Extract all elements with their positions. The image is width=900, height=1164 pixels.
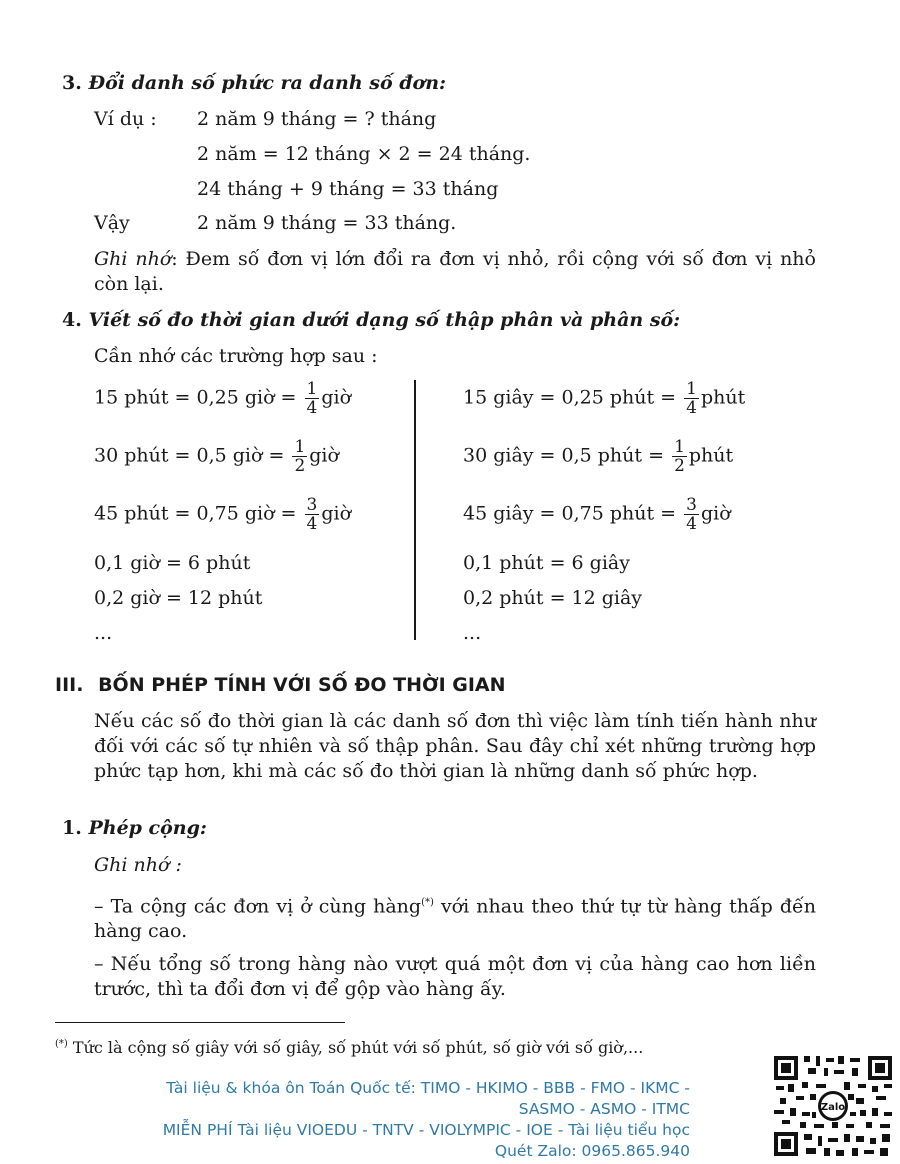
right-fraction-row: 30 giây = 0,5 phút = $\frac{1}{2}$ phút bbox=[463, 437, 734, 476]
qr-zalo-label: Zalo bbox=[820, 1102, 846, 1113]
example-line-2: 2 năm = 12 tháng × 2 = 24 tháng. bbox=[197, 143, 531, 165]
fraction: $\frac{3}{4}$ bbox=[686, 495, 697, 534]
right-simple-row: 0,1 phút = 6 giây bbox=[463, 552, 630, 574]
promo-line-1: Tài liệu & khóa ôn Toán Quốc tế: TIMO - HKIMO - BBB - FMO - IKMC - bbox=[166, 1079, 690, 1097]
promo-block bbox=[40, 1078, 690, 1162]
footnote: (*) Tức là cộng số giây với số giây, số phút với số phút, số giờ với số giờ,... bbox=[55, 1038, 644, 1057]
fraction: $\frac{1}{4}$ bbox=[306, 379, 318, 418]
left-simple-row: 0,1 giờ = 6 phút bbox=[94, 552, 251, 574]
example-line-1: 2 năm 9 tháng = ? tháng bbox=[197, 108, 437, 130]
fraction: $\frac{3}{4}$ bbox=[306, 495, 318, 534]
section-4-intro: Cần nhớ các trường hợp sau : bbox=[94, 345, 378, 367]
addition-rule-2: – Nếu tổng số trong hàng nào vượt quá một đơn vị của hàng cao hơn liền trước, thì ta đổi đơn vị để gộp vào hàng ấy. bbox=[94, 953, 816, 1000]
section-4-title: 4. Viết số đo thời gian dưới dạng số thập phân và phân số: bbox=[62, 309, 681, 331]
left-simple-row: 0,2 giờ = 12 phút bbox=[94, 587, 263, 609]
right-ellipsis: ... bbox=[463, 622, 482, 644]
qr-icon bbox=[772, 1054, 894, 1158]
addition-note-label: Ghi nhớ : bbox=[94, 854, 182, 876]
footnote-ref: (*) bbox=[421, 897, 434, 908]
addition-title: 1. Phép cộng: bbox=[62, 817, 207, 839]
example-label: Ví dụ : bbox=[94, 108, 157, 130]
note-paragraph bbox=[94, 247, 816, 297]
note-text: : Đem số đơn vị lớn đổi ra đơn vị nhỏ, rồi cộng với số đơn vị nhỏ còn lại. bbox=[94, 248, 816, 295]
promo-line-3: MIỄN PHÍ Tài liệu VIOEDU - TNTV - VIOLYMPIC - IOE - Tài liệu tiểu học bbox=[162, 1121, 690, 1139]
right-simple-row: 0,2 phút = 12 giây bbox=[463, 587, 643, 609]
conclusion-text: 2 năm 9 tháng = 33 tháng. bbox=[197, 212, 457, 234]
note-label: Ghi nhớ bbox=[94, 248, 172, 270]
promo-line-4: Quét Zalo: 0965.865.940 bbox=[494, 1142, 690, 1160]
example-line-3: 24 tháng + 9 tháng = 33 tháng bbox=[197, 178, 499, 200]
left-ellipsis: ... bbox=[94, 622, 113, 644]
fraction: $\frac{1}{2}$ bbox=[294, 437, 306, 476]
zalo-qr-code[interactable] bbox=[772, 1054, 894, 1158]
footnote-rule bbox=[55, 1022, 345, 1023]
left-fraction-row: 15 phút = 0,25 giờ = $\frac{1}{4}$ giờ bbox=[94, 379, 352, 418]
addition-rule-1: – Ta cộng các đơn vị ở cùng hàng(*) với nhau theo thứ tự từ hàng thấp đến hàng cao. bbox=[94, 895, 816, 943]
left-fraction-row: 45 phút = 0,75 giờ = $\frac{3}{4}$ giờ bbox=[94, 495, 352, 534]
fraction: $\frac{1}{4}$ bbox=[686, 379, 697, 418]
conclusion-label: Vậy bbox=[94, 212, 130, 234]
column-divider bbox=[414, 380, 416, 640]
section-III-intro: Nếu các số đo thời gian là các danh số đơn thì việc làm tính tiến hành như đối với các số tự nhiên và số thập phân. Sau đây chỉ xét những trường hợp phức tạp hơn, khi mà các số đo thời gian là những danh số phức hợp. bbox=[94, 710, 816, 782]
promo-line-2: SASMO - ASMO - ITMC bbox=[518, 1100, 690, 1118]
right-fraction-row: 45 giây = 0,75 phút = $\frac{3}{4}$ giờ bbox=[463, 495, 731, 534]
fraction: $\frac{1}{2}$ bbox=[674, 437, 685, 476]
section-III-title: III. BỐN PHÉP TÍNH VỚI SỐ ĐO THỜI GIAN bbox=[55, 674, 506, 696]
right-fraction-row: 15 giây = 0,25 phút = $\frac{1}{4}$ phút bbox=[463, 379, 746, 418]
section-3-title: 3. Đổi danh số phức ra danh số đơn: bbox=[62, 72, 447, 94]
left-fraction-row: 30 phút = 0,5 giờ = $\frac{1}{2}$ giờ bbox=[94, 437, 339, 476]
